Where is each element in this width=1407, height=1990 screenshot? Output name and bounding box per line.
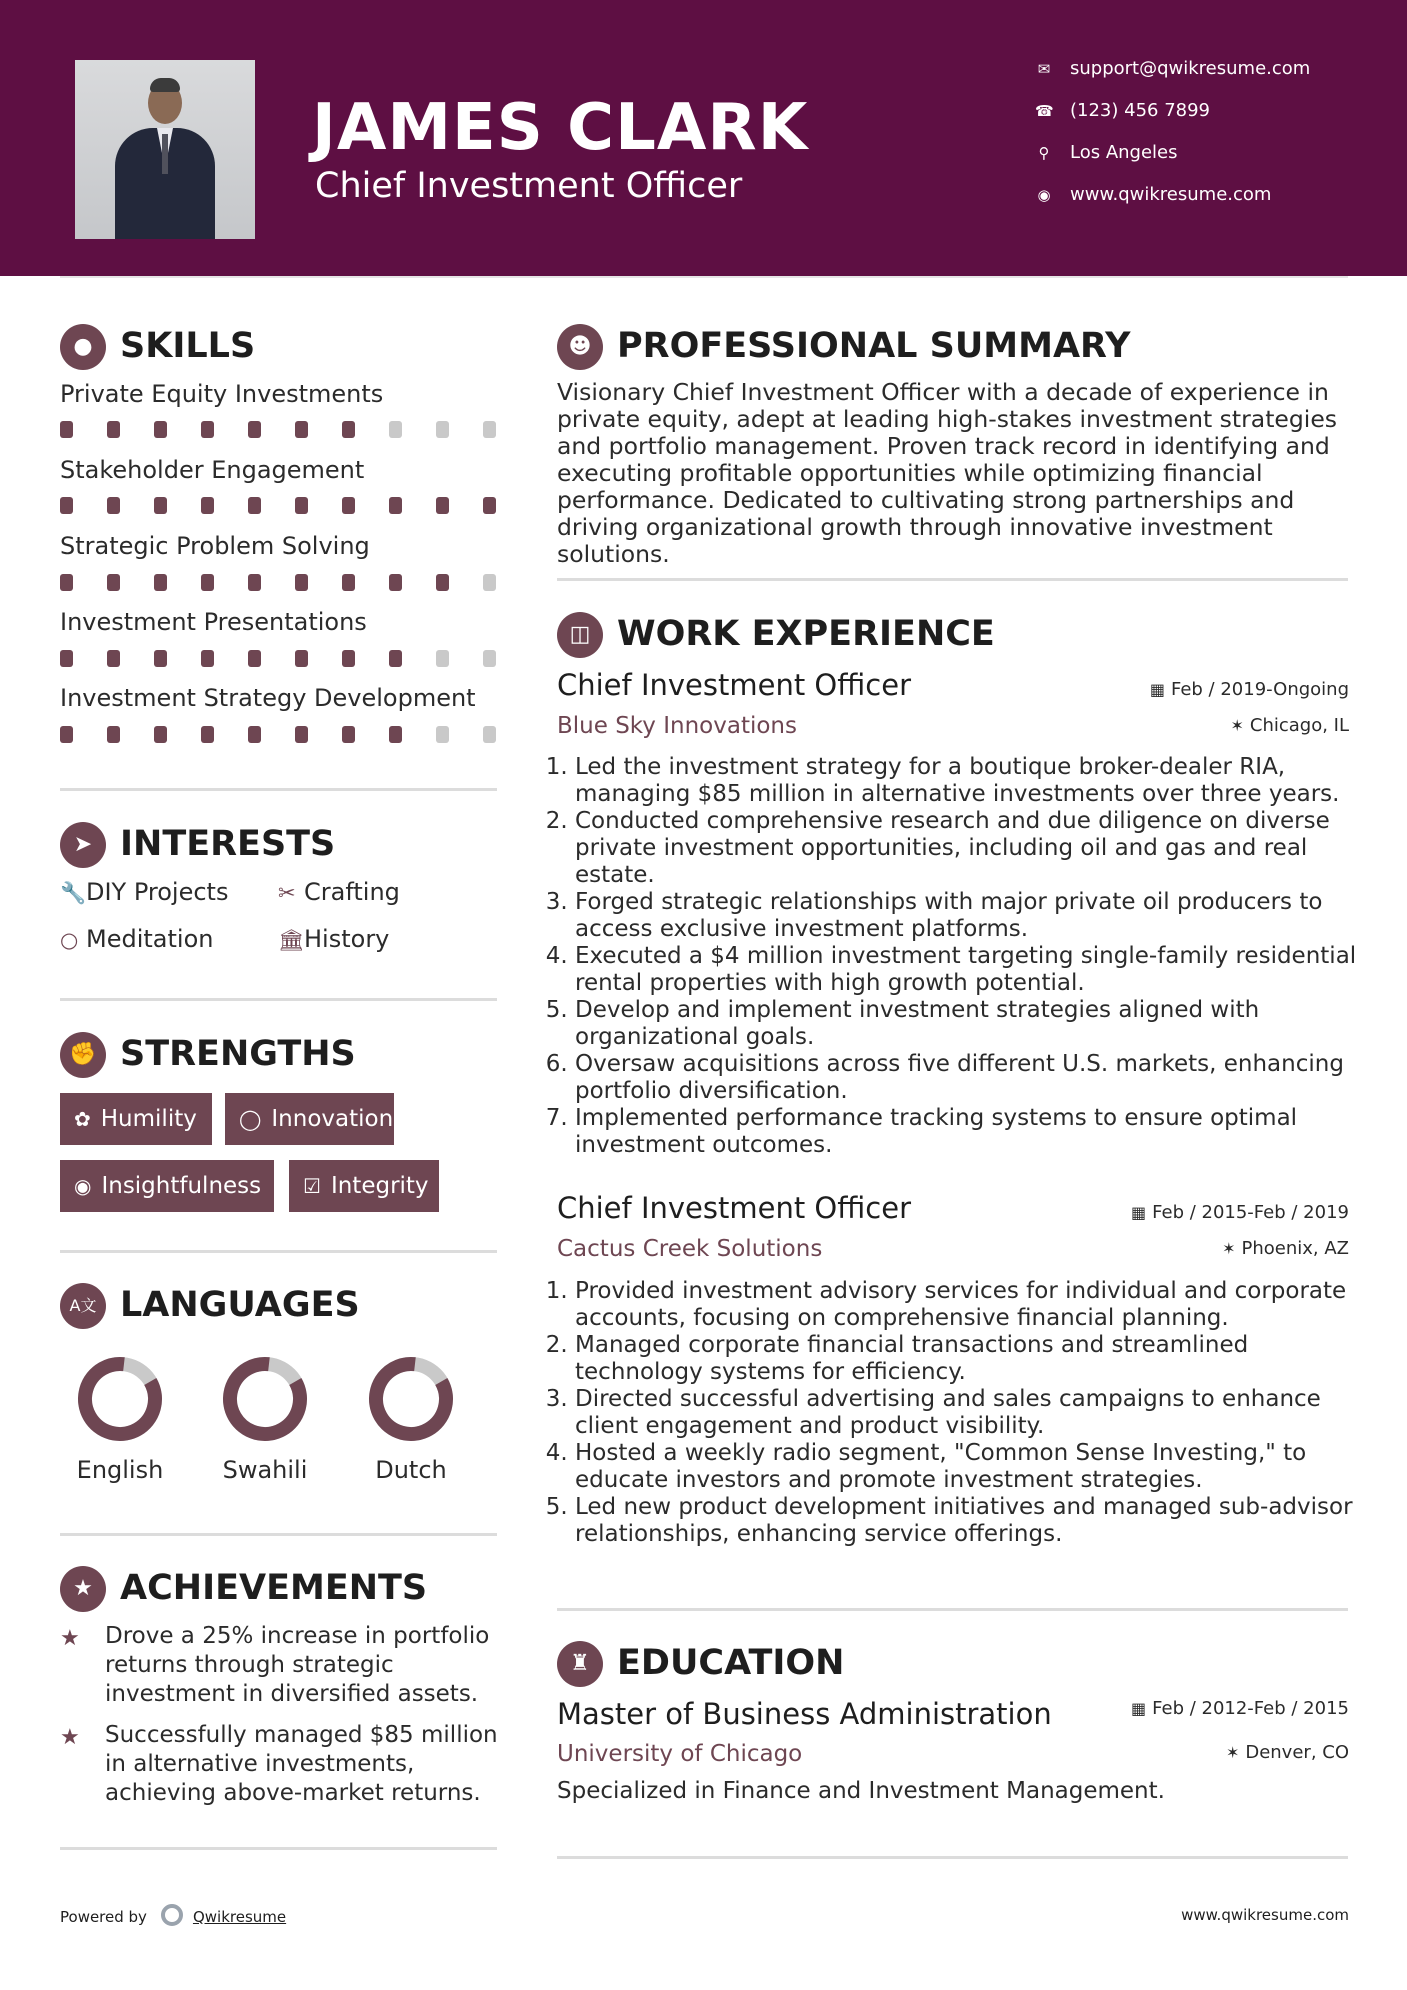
interest-item: 🔧DIY Projects: [60, 878, 229, 906]
section-divider: [60, 788, 497, 791]
skill-level-dot: [201, 497, 214, 514]
responsibility-item: 5. Develop and implement investment strategies aligned with organizational goals.: [575, 997, 1365, 1051]
skill-level-dot: [295, 497, 308, 514]
skill-level-dot: [154, 497, 167, 514]
skill-level-dot: [436, 421, 449, 438]
map-marker-icon: ⚲: [1038, 144, 1050, 162]
job-title: Chief Investment Officer: [557, 668, 912, 702]
skill-level-dot: [201, 574, 214, 591]
skill-level-dot: [107, 421, 120, 438]
skill-level-dot: [436, 574, 449, 591]
briefcase-icon: ◫: [557, 612, 603, 658]
responsibility-item: 3. Forged strategic relationships with major private oil producers to access exclusive investment platforms.: [575, 889, 1365, 943]
strength-tag: ◯ Innovation: [225, 1093, 394, 1145]
contact-website[interactable]: ◉ www.qwikresume.com: [1035, 180, 1375, 210]
leaf-icon: ✿: [74, 1107, 91, 1131]
skill-level-dot: [201, 726, 214, 743]
interest-item: ✂ Crafting: [278, 878, 400, 906]
star-icon: ★: [60, 1725, 80, 1750]
education-dates: ▦ Feb / 2012-Feb / 2015: [1131, 1698, 1349, 1719]
interests-heading: INTERESTS: [120, 824, 336, 864]
company-name: Blue Sky Innovations: [557, 713, 797, 739]
company-name: Cactus Creek Solutions: [557, 1236, 823, 1262]
envelope-icon: ✉: [1037, 60, 1051, 78]
skill-level-dot: [295, 421, 308, 438]
skill-level-dot: [342, 421, 355, 438]
section-divider: [60, 1847, 497, 1850]
paper-plane-icon: ➤: [60, 822, 106, 868]
skill-level-dot: [342, 497, 355, 514]
language-proficiency-ring: [60, 1353, 180, 1445]
school-name: University of Chicago: [557, 1741, 803, 1767]
skill-level-dot: [389, 497, 402, 514]
language-proficiency-ring: [205, 1353, 325, 1445]
strength-tag: ◉ Insightfulness: [60, 1160, 274, 1212]
skill-name: Strategic Problem Solving: [60, 532, 370, 560]
job-location: ✶ Phoenix, AZ: [1222, 1238, 1349, 1259]
candidate-title: Chief Investment Officer: [315, 166, 743, 206]
pin-icon: ✶: [1230, 716, 1244, 735]
skill-level-dot: [107, 726, 120, 743]
section-divider: [60, 1250, 497, 1253]
language-proficiency-ring: [351, 1353, 471, 1445]
degree-title: Master of Business Administration: [557, 1697, 1052, 1731]
interest-item: ○ Meditation: [60, 925, 214, 953]
skill-level-dot: [436, 650, 449, 667]
globe-icon: ◉: [1037, 186, 1051, 204]
header-divider: [60, 276, 1348, 278]
check-square-icon: ☑: [303, 1174, 321, 1198]
skill-level-dot: [248, 497, 261, 514]
section-divider: [60, 998, 497, 1001]
skill-level-dot: [342, 650, 355, 667]
skill-level-dot: [60, 421, 73, 438]
phone-icon: ☎: [1035, 102, 1054, 120]
language-label: Dutch: [375, 1456, 447, 1484]
pin-icon: ✶: [1225, 1743, 1240, 1762]
skill-level-dot: [154, 574, 167, 591]
skill-level-dot: [342, 574, 355, 591]
ring-fill: [363, 1353, 459, 1445]
job-dates: ▦ Feb / 2015-Feb / 2019: [1131, 1202, 1349, 1223]
experience-heading: WORK EXPERIENCE: [617, 614, 995, 654]
skill-level-dot: [342, 726, 355, 743]
eye-icon: ◉: [74, 1174, 92, 1198]
lightbulb-icon: ◯: [239, 1107, 262, 1131]
section-divider: [557, 578, 1348, 581]
skill-level-dot: [248, 421, 261, 438]
skill-level-dot: [483, 421, 496, 438]
skill-level-dot: [483, 574, 496, 591]
language-item: [60, 1353, 180, 1484]
skill-level-dot: [60, 574, 73, 591]
skill-rating: [60, 497, 500, 515]
skill-name: Investment Strategy Development: [60, 684, 476, 712]
calendar-icon: ▦: [1131, 1699, 1147, 1718]
achievement-item: ★ Drove a 25% increase in portfolio returns through strategic investment in diversified assets.: [60, 1623, 490, 1707]
languages-heading: LANGUAGES: [120, 1285, 360, 1325]
responsibility-item: 3. Directed successful advertising and sales campaigns to enhance client engagement and product visibility.: [575, 1386, 1365, 1440]
lightbulb-icon: ●: [60, 324, 106, 370]
skill-level-dot: [154, 421, 167, 438]
skill-level-dot: [201, 650, 214, 667]
job-responsibilities: [557, 1278, 1365, 1548]
skill-level-dot: [295, 726, 308, 743]
responsibility-item: 1. Provided investment advisory services for individual and corporate accounts, focusing on comprehensive financial planning.: [575, 1278, 1365, 1332]
skill-name: Private Equity Investments: [60, 380, 384, 408]
language-label: English: [76, 1456, 164, 1484]
skill-level-dot: [248, 650, 261, 667]
fist-icon: ✊: [60, 1032, 106, 1078]
education-description: Specialized in Finance and Investment Management.: [557, 1778, 1165, 1804]
summary-text: Visionary Chief Investment Officer with a decade of experience in private equity, adept at leading high-stakes investment strategies and portfolio management. Proven track record in identifying and executing profitable opportunities while optimizing financial performance. Dedicated to cultivating strong partnerships and driving organizational growth through innovative investment solutions.: [557, 378, 1338, 568]
footer-brand-link[interactable]: Qwikresume: [192, 1908, 287, 1926]
skill-level-dot: [389, 574, 402, 591]
language-item: [351, 1353, 471, 1484]
skill-rating: [60, 421, 500, 439]
museum-icon: 🏛: [278, 928, 305, 952]
skill-rating: [60, 726, 500, 744]
contact-phone: ☎ (123) 456 7899: [1035, 96, 1375, 126]
skill-level-dot: [436, 726, 449, 743]
skill-level-dot: [389, 650, 402, 667]
star-icon: ★: [60, 1626, 80, 1651]
skill-name: Investment Presentations: [60, 608, 367, 636]
skill-level-dot: [107, 574, 120, 591]
wrench-icon: 🔧: [60, 881, 87, 905]
responsibility-item: 6. Oversaw acquisitions across five different U.S. markets, enhancing portfolio diversification.: [575, 1051, 1365, 1105]
resume-header: [0, 0, 1407, 276]
skill-level-dot: [483, 650, 496, 667]
ring-fill: [217, 1353, 313, 1445]
footer-url[interactable]: www.qwikresume.com: [1181, 1906, 1349, 1924]
skill-level-dot: [107, 650, 120, 667]
skill-level-dot: [154, 726, 167, 743]
job-dates: ▦ Feb / 2019-Ongoing: [1149, 679, 1349, 700]
section-divider: [60, 1533, 497, 1536]
skill-level-dot: [60, 497, 73, 514]
calendar-icon: ▦: [1149, 680, 1165, 699]
job-location: ✶ Chicago, IL: [1230, 715, 1349, 736]
strength-tag: ☑ Integrity: [289, 1160, 439, 1212]
skill-level-dot: [436, 497, 449, 514]
pin-icon: ✶: [1222, 1239, 1236, 1258]
skill-level-dot: [295, 650, 308, 667]
job-title: Chief Investment Officer: [557, 1191, 912, 1225]
responsibility-item: 7. Implemented performance tracking systems to ensure optimal investment outcomes.: [575, 1105, 1365, 1159]
job-responsibilities: [557, 754, 1365, 1159]
education-heading: EDUCATION: [617, 1643, 845, 1683]
responsibility-item: 4. Executed a $4 million investment targeting single-family residential rental properties with high growth potential.: [575, 943, 1365, 997]
skill-name: Stakeholder Engagement: [60, 456, 365, 484]
skill-level-dot: [107, 497, 120, 514]
skill-rating: [60, 574, 500, 592]
contact-email[interactable]: ✉ support@qwikresume.com: [1035, 54, 1375, 84]
skill-level-dot: [248, 726, 261, 743]
strength-tag: ✿ Humility: [60, 1093, 212, 1145]
skills-heading: SKILLS: [120, 326, 256, 366]
skill-level-dot: [60, 726, 73, 743]
candidate-name: JAMES CLARK: [312, 91, 809, 165]
interest-item: 🏛History: [278, 925, 390, 953]
skill-rating: [60, 650, 500, 668]
section-divider: [557, 1856, 1348, 1859]
summary-heading: PROFESSIONAL SUMMARY: [617, 326, 1131, 366]
responsibility-item: 5. Led new product development initiatives and managed sub-advisor relationships, enhancing service offerings.: [575, 1494, 1365, 1548]
education-location: ✶ Denver, CO: [1225, 1742, 1349, 1763]
achievement-item: ★ Successfully managed $85 million in alternative investments, achieving above-market returns.: [60, 1722, 498, 1806]
achievements-heading: ACHIEVEMENTS: [120, 1568, 428, 1608]
profile-photo: [75, 60, 255, 239]
calendar-icon: ▦: [1131, 1203, 1147, 1222]
responsibility-item: 2. Managed corporate financial transactions and streamlined technology systems for efficiency.: [575, 1332, 1365, 1386]
graduate-icon: ♜: [557, 1641, 603, 1687]
language-label: Swahili: [222, 1456, 308, 1484]
skill-level-dot: [201, 421, 214, 438]
footer-powered-by: Powered by Qwikresume: [60, 1900, 286, 1929]
scissors-icon: ✂: [278, 881, 296, 905]
strengths-heading: STRENGTHS: [120, 1034, 356, 1074]
skill-level-dot: [389, 421, 402, 438]
responsibility-item: 2. Conducted comprehensive research and due diligence on diverse private investment opportunities, including oil and gas and real estate.: [575, 808, 1365, 889]
language-item: [205, 1353, 325, 1484]
ring-fill: [72, 1353, 168, 1445]
skill-level-dot: [154, 650, 167, 667]
responsibility-item: 1. Led the investment strategy for a boutique broker-dealer RIA, managing $85 million in alternative investments over three years.: [575, 754, 1365, 808]
contact-location: ⚲ Los Angeles: [1035, 138, 1375, 168]
circle-icon: ○: [60, 928, 79, 952]
skill-level-dot: [389, 726, 402, 743]
user-icon: ☻: [557, 324, 603, 370]
qwikresume-logo-icon: [161, 1904, 183, 1926]
skill-level-dot: [248, 574, 261, 591]
skill-level-dot: [60, 650, 73, 667]
skill-level-dot: [295, 574, 308, 591]
language-icon: A文: [60, 1283, 106, 1329]
responsibility-item: 4. Hosted a weekly radio segment, "Common Sense Investing," to educate investors and promote investment strategies.: [575, 1440, 1365, 1494]
skill-level-dot: [483, 497, 496, 514]
section-divider: [557, 1608, 1348, 1611]
skill-level-dot: [483, 726, 496, 743]
star-badge-icon: ★: [60, 1566, 106, 1612]
